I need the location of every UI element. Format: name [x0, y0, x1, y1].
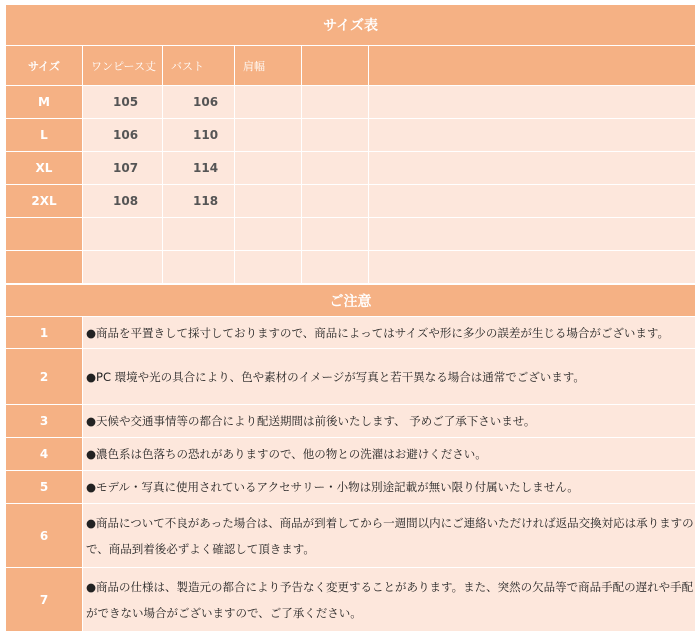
note-text: ●濃色系は色落ちの恐れがありますので、他の物との洗濯はお避けください。: [83, 438, 696, 471]
empty-cell: [369, 185, 696, 218]
list-item: [6, 349, 696, 405]
note-number: 1: [6, 317, 83, 349]
shoulder-value: [235, 119, 302, 152]
list-item: [6, 504, 696, 568]
table-row: [6, 251, 696, 284]
note-text: ●モデル・写真に使用されているアクセサリー・小物は別途記載が無い限り付属いたしません。: [83, 471, 696, 504]
note-number: 3: [6, 405, 83, 438]
header-length: ワンピース丈: [83, 46, 163, 86]
empty-cell: [302, 218, 369, 251]
size-label: [6, 251, 83, 284]
shoulder-value: [235, 86, 302, 119]
note-number: 5: [6, 471, 83, 504]
empty-cell: [369, 119, 696, 152]
length-value: 105: [83, 86, 163, 119]
note-number: 7: [6, 568, 83, 632]
note-number: 2: [6, 349, 83, 405]
note-text: ●商品の仕様は、製造元の都合により予告なく変更することがあります。また、突然の欠品等で商品手配の遅れや手配ができない場合がございますので、ご了承ください。: [83, 568, 696, 632]
length-value: 107: [83, 152, 163, 185]
size-label: 2XL: [6, 185, 83, 218]
table-row: [6, 218, 696, 251]
note-number: 4: [6, 438, 83, 471]
bust-value: 106: [163, 86, 235, 119]
table-row: [6, 119, 696, 152]
table-row: [6, 185, 696, 218]
bust-value: 118: [163, 185, 235, 218]
length-value: 108: [83, 185, 163, 218]
bust-value: 110: [163, 119, 235, 152]
empty-cell: [369, 86, 696, 119]
notes-table: [5, 284, 696, 632]
size-label: M: [6, 86, 83, 119]
notes-title: ご注意: [6, 285, 696, 317]
header-empty-1: [302, 46, 369, 86]
header-size: サイズ: [6, 46, 83, 86]
bust-value: 114: [163, 152, 235, 185]
table-row: [6, 152, 696, 185]
size-label: [6, 218, 83, 251]
shoulder-value: [235, 152, 302, 185]
empty-cell: [302, 86, 369, 119]
list-item: [6, 568, 696, 632]
size-label: XL: [6, 152, 83, 185]
list-item: [6, 438, 696, 471]
empty-cell: [369, 152, 696, 185]
list-item: [6, 317, 696, 349]
note-text: ●商品について不良があった場合は、商品が到着してから一週間以内にご連絡いただければ返品交換対応は承りますので、商品到着後必ずよく確認して頂きます。: [83, 504, 696, 568]
empty-cell: [369, 251, 696, 284]
header-empty-2: [369, 46, 696, 86]
note-text: ●天候や交通事情等の都合により配送期間は前後いたします、 予めご了承下さいませ。: [83, 405, 696, 438]
empty-cell: [302, 119, 369, 152]
length-value: [83, 218, 163, 251]
length-value: 106: [83, 119, 163, 152]
empty-cell: [302, 185, 369, 218]
size-table: [5, 4, 696, 284]
table-row: [6, 86, 696, 119]
empty-cell: [302, 251, 369, 284]
empty-cell: [369, 218, 696, 251]
size-label: L: [6, 119, 83, 152]
bust-value: [163, 251, 235, 284]
header-shoulder: 肩幅: [235, 46, 302, 86]
list-item: [6, 471, 696, 504]
note-text: ●商品を平置きして採寸しておりますので、商品によってはサイズや形に多少の誤差が生じる場合がございます。: [83, 317, 696, 349]
size-table-title: サイズ表: [6, 5, 696, 46]
length-value: [83, 251, 163, 284]
shoulder-value: [235, 218, 302, 251]
bust-value: [163, 218, 235, 251]
shoulder-value: [235, 185, 302, 218]
list-item: [6, 405, 696, 438]
shoulder-value: [235, 251, 302, 284]
note-text: ●PC 環境や光の具合により、色や素材のイメージが写真と若干異なる場合は通常でございます。: [83, 349, 696, 405]
empty-cell: [302, 152, 369, 185]
header-bust: バスト: [163, 46, 235, 86]
note-number: 6: [6, 504, 83, 568]
